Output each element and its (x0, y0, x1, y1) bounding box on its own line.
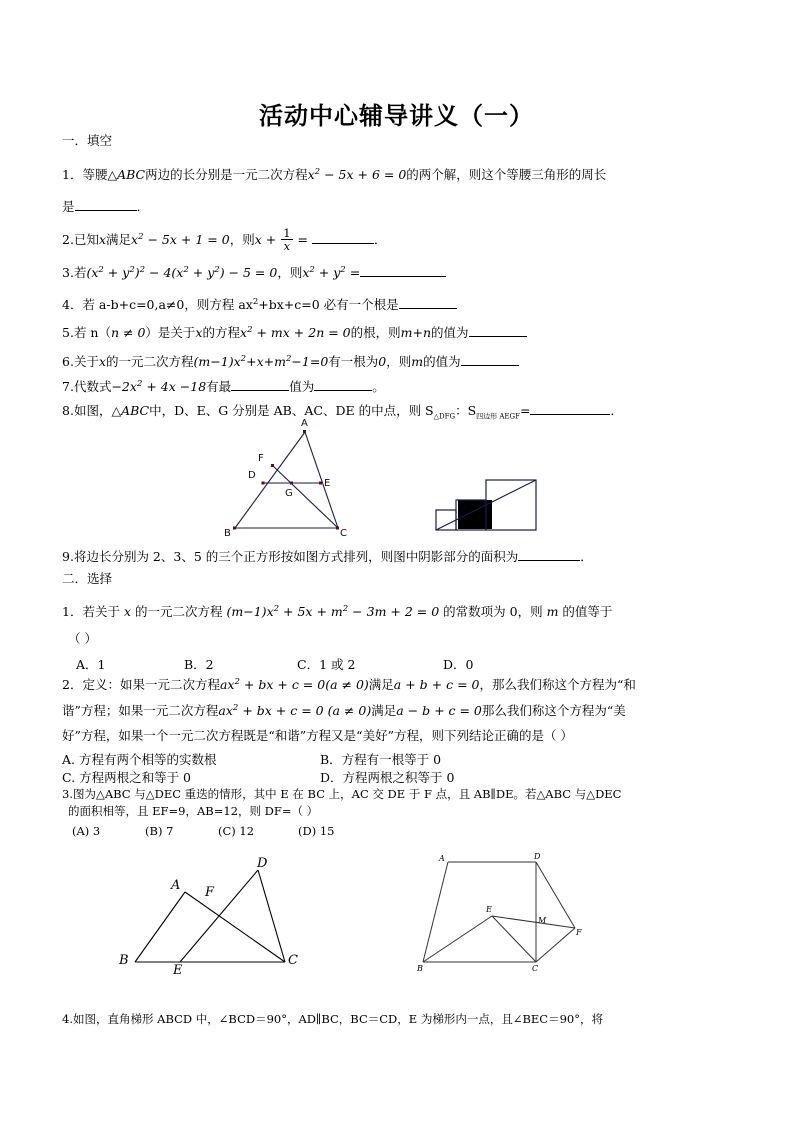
figure-label-e: E (324, 478, 331, 489)
fill-item-9-num: 9. (62, 549, 74, 564)
fill-blank-9[interactable] (518, 560, 580, 561)
side-dc (258, 870, 285, 962)
fill-item-8-tail: ． (610, 403, 623, 418)
fill-blank-8[interactable] (530, 414, 610, 415)
fill-item-7-text-c: 值为 (289, 379, 315, 394)
segment-be (423, 916, 492, 962)
side-ac (185, 892, 285, 962)
triangle-abc-svg (228, 420, 378, 545)
choice-item-1-text-d: 的值等于 (562, 604, 613, 619)
choice-item-1-text-b: 的一元二次方程 (135, 604, 223, 619)
figure-label-c: C (340, 528, 347, 539)
fill-item-5-var: x (195, 325, 203, 340)
choice-item-2-text-2b: 满足 (371, 703, 397, 718)
fill-item-1-num: 1． (62, 167, 83, 182)
figure-right-trapezoid (410, 850, 590, 980)
fill-item-2-equation: $x^2 - 5x + 1 = 0$ (131, 231, 230, 248)
choice-item-1-option-c[interactable]: C．1 或 2 (297, 657, 356, 672)
choice-item-2-text-2a: 谐”方程；如果一元二次方程 (62, 703, 219, 718)
side-ac (305, 432, 338, 528)
fill-item-2 (62, 228, 387, 253)
fill-item-2-text-b: 满足 (106, 232, 132, 248)
figure4-label-b: B (417, 964, 423, 973)
choice-item-2-num: 2． (62, 677, 83, 692)
choice-item-2-option-b[interactable]: B．方程有一根等于 0 (320, 752, 442, 767)
choice-item-2-eq-2: a + b + c = 0 (393, 677, 480, 692)
figure-triangle-abc-midpoints (224, 418, 378, 545)
choice-item-1-parens[interactable]: （ ） (68, 631, 97, 646)
segment-ec (492, 916, 536, 962)
choice-item-2-option-a[interactable]: A. 方程有两个相等的实数根 (62, 752, 217, 767)
fill-item-9 (62, 550, 593, 564)
fill-item-8-num: 8. (62, 403, 74, 418)
choice-item-2-eq-3: $ax^2$ + bx + c = 0 (a ≠ 0) (218, 702, 372, 718)
fill-item-2-expr-x: x (254, 232, 262, 248)
fill-item-3-text-a: 若 (73, 265, 87, 280)
choice-item-1-text-c: 的常数项为 0，则 (443, 604, 543, 619)
fill-item-3-text-b: ，则 (277, 265, 303, 280)
side-ed (180, 870, 258, 962)
fill-item-3-equation: $(x^2 + y^2)^2 - 4(x^2 + y^2) - 5 = 0$ (86, 264, 278, 280)
page-title: 活动中心辅导讲义（一） (259, 102, 534, 130)
section-heading-choice: 二．选择 (62, 571, 113, 586)
figure4-label-e: E (486, 905, 492, 914)
fill-item-7-num: 7. (62, 379, 74, 394)
fill-blank-7b[interactable] (314, 390, 372, 391)
fill-item-8-colon: ：S (455, 403, 477, 418)
choice-item-3-option-c[interactable]: (C) 12 (218, 824, 255, 838)
fill-blank-7a[interactable] (231, 390, 289, 391)
fill-item-6-var: x (98, 354, 107, 369)
choice-item-1-equation: $(m-1)x^2 + 5x + m^2 - 3m + 2 = 0$ (226, 603, 440, 619)
fill-item-9-tail: ． (580, 549, 593, 564)
fill-item-7-text-a: 代数式 (73, 379, 112, 394)
figure3-label-c: C (288, 953, 298, 968)
fill-item-3 (62, 266, 446, 280)
fill-item-2-num: 2. (62, 232, 74, 248)
choice-item-2-eq-4: a − b + c = 0 (396, 703, 482, 718)
choice-item-1-option-a[interactable]: A．1 (76, 657, 106, 672)
figure4-label-m: M (538, 916, 547, 925)
fill-item-1-tail: ． (136, 199, 150, 214)
fill-item-8-triangle: △ABC (111, 403, 150, 418)
fill-blank-4[interactable] (399, 308, 457, 309)
fill-item-5-text-a: 若 n（ (73, 325, 111, 340)
fill-item-2-text-a: 已知 (73, 232, 99, 248)
fill-item-5-text-d: 的根，则 (350, 325, 401, 340)
fill-item-6-equation: $(m-1)x^2+x+m^2-1=0$ (193, 353, 329, 369)
figure4-label-d: D (534, 852, 541, 861)
fill-item-4-text: 若 a-b+c=0,a≠0，则方程 $ax^2+bx+c=0$ 必有一个根是 (82, 296, 399, 312)
fill-item-6-text-a: 关于 (73, 354, 99, 369)
fill-blank-1[interactable] (75, 210, 137, 211)
overlapping-triangles-svg (105, 850, 315, 980)
choice-item-3-option-b[interactable]: (B) 7 (145, 824, 174, 838)
choice-item-4-line-1 (62, 1013, 603, 1026)
fill-item-1-text-a: 等腰 (82, 167, 108, 182)
choice-item-2-text-1a: 定义：如果一元二次方程 (82, 677, 220, 692)
fill-item-6-zero: 0 (378, 354, 387, 369)
fill-item-8-sub1: △DFG (433, 412, 456, 421)
choice-item-2-eq-1: $ax^2$ + bx + c = 0(a ≠ 0) (219, 676, 369, 692)
fill-item-5-expr: m+n (400, 325, 432, 340)
fill-item-8-text-b: 中，D、E、G 分别是 AB、AC、DE 的中点，则 S (149, 403, 434, 418)
fill-item-2-text-c: ，则 (229, 232, 255, 248)
choice-item-3-text-1: 图为△ABC 与△DEC 重迭的情形，其中 E 在 BC 上，AC 交 DE 于 F 点，且 AB∥DE。若△ABC 与△DEC (72, 787, 622, 801)
fill-item-6 (62, 355, 519, 369)
fill-item-7 (62, 380, 385, 394)
fill-blank-2[interactable] (312, 243, 374, 244)
figure-label-d: D (248, 470, 256, 481)
three-squares-svg (424, 458, 574, 540)
segment-ef (492, 916, 575, 928)
fill-item-4 (62, 298, 457, 312)
section-heading-fill: 一．填空 (62, 133, 113, 148)
choice-item-1 (62, 605, 612, 619)
segment-cf (272, 465, 338, 528)
fill-item-6-text-c: 有一根为 (328, 354, 379, 369)
choice-item-3-line-2[interactable]: 的面积相等，且 EF=9，AB=12，则 DF=（ ） (68, 804, 319, 818)
side-ba (423, 862, 448, 962)
fill-item-6-num: 6. (62, 354, 74, 369)
fill-item-3-equation-2: $x^2 + y^2$ = (302, 264, 361, 280)
figure4-label-a: A (439, 854, 445, 863)
square-side-5 (486, 480, 536, 530)
figure-label-a: A (301, 418, 308, 429)
choice-item-3-num: 3. (62, 787, 73, 801)
fill-item-2-plus: + (265, 232, 277, 248)
fill-item-1-text-c: 的两个解，则这个等腰三角形的周长 (406, 167, 607, 182)
figure3-label-d: D (257, 856, 268, 871)
fill-blank-5[interactable] (469, 336, 527, 337)
figure-three-squares (424, 458, 574, 540)
fill-item-6-text-d: ，则 (386, 354, 412, 369)
fill-item-1-text-d: 是 (62, 199, 75, 214)
choice-item-2-line-2 (62, 704, 626, 718)
fill-item-5-text-e: 的值为 (431, 325, 469, 340)
figure-overlapping-triangles (105, 850, 315, 980)
figure-label-f: F (258, 453, 264, 464)
fill-item-1-triangle: △ABC (107, 167, 146, 182)
figure3-label-b: B (119, 953, 129, 968)
fill-item-5-num: 5. (62, 325, 74, 340)
fill-item-5-equation: $x^2$ + mx + 2n = 0 (240, 324, 351, 340)
fill-item-2-equals: = (297, 232, 309, 248)
figure4-label-c: C (532, 964, 539, 973)
figure3-label-a: A (171, 878, 181, 893)
trapezoid-svg (410, 850, 590, 980)
choice-item-3-option-a[interactable]: (A) 3 (72, 824, 101, 838)
fraction-numerator: 1 (283, 226, 291, 240)
choice-item-1-option-b[interactable]: B．2 (184, 657, 214, 672)
fill-item-5 (62, 326, 527, 340)
fill-item-9-text: 将边长分别为 2、3、5 的三个正方形按如图方式排列，则图中阴影部分的面积为 (73, 549, 519, 564)
choice-item-2-line-1 (62, 678, 636, 692)
fill-item-7-equation: $-2x^2 + 4x -18$ (111, 378, 207, 394)
fill-blank-3[interactable] (360, 276, 446, 277)
choice-item-2-text-1b: 满足 (368, 677, 394, 692)
choice-item-2-text-2c: 那么我们称这个方程为“美 (481, 703, 626, 718)
fill-item-8-text-a: 如图， (73, 403, 112, 418)
fill-item-5-text-b: ）是关于 (145, 325, 196, 340)
figure-label-b: B (224, 528, 231, 539)
figure3-label-f: F (205, 885, 215, 900)
choice-item-2-line-3[interactable]: 好”方程，如果一个一元二次方程既是“和谐”方程又是“美好”方程，则下列结论正确的是（ ） (62, 728, 573, 743)
fill-item-1-equation: $x^2 - 5x + 6 = 0$ (307, 166, 407, 182)
choice-item-3-option-d[interactable]: (D) 15 (298, 824, 335, 838)
figure3-label-e: E (173, 963, 183, 978)
fill-item-8-equals: = (520, 403, 531, 418)
choice-item-2-option-d[interactable]: D．方程两根之积等于 0 (320, 770, 455, 785)
fill-item-6-text-e: 的值为 (423, 354, 461, 369)
fill-item-8 (62, 403, 623, 421)
fill-item-8-sub2: 四边形 AEGF (476, 412, 520, 421)
fill-item-2-fraction (281, 227, 292, 252)
square-side-2 (436, 510, 456, 530)
choice-item-1-var: x (123, 604, 132, 619)
fill-item-5-cond: n ≠ 0 (110, 325, 146, 340)
figure-label-g: G (285, 488, 293, 499)
choice-item-1-option-d[interactable]: D．0 (443, 657, 474, 672)
fill-item-2-tail: ． (374, 232, 387, 248)
choice-item-4-text-1: 如图，直角梯形 ABCD 中，∠BCD＝90°，AD∥BC，BC＝CD，E 为梯形内一点，且∠BEC＝90°，将 (72, 1012, 603, 1026)
fill-item-3-num: 3. (62, 265, 74, 280)
fraction-denominator: x (283, 239, 291, 254)
fill-item-1-text-b: 两边的长分别是一元二次方程 (145, 167, 308, 182)
choice-item-2-option-c[interactable]: C. 方程两根之和等于 0 (62, 770, 191, 785)
choice-item-4-num: 4. (62, 1012, 73, 1026)
fill-blank-6[interactable] (461, 365, 519, 366)
side-ba (135, 892, 185, 962)
fill-item-6-var2: m (411, 354, 424, 369)
fill-item-4-num: 4． (62, 297, 83, 312)
side-ab (235, 432, 305, 528)
segment-fc (536, 928, 575, 962)
fill-item-1 (62, 168, 606, 182)
fill-item-1-cont (62, 200, 149, 214)
fill-item-7-text-b: 有最 (206, 379, 232, 394)
fill-item-6-text-b: 的一元二次方程 (106, 354, 194, 369)
fill-item-5-text-c: 的方程 (202, 325, 240, 340)
fill-item-7-tail: 。 (372, 379, 385, 394)
choice-item-3-line-1 (62, 788, 621, 801)
fill-item-2-var: x (98, 232, 107, 248)
choice-item-1-var2: m (546, 604, 559, 619)
choice-item-1-text-a: 若关于 (82, 604, 120, 619)
choice-item-1-num: 1． (62, 604, 83, 619)
choice-item-2-text-1c: ，那么我们称这个方程为“和 (479, 677, 636, 692)
figure4-label-f: F (576, 928, 582, 937)
